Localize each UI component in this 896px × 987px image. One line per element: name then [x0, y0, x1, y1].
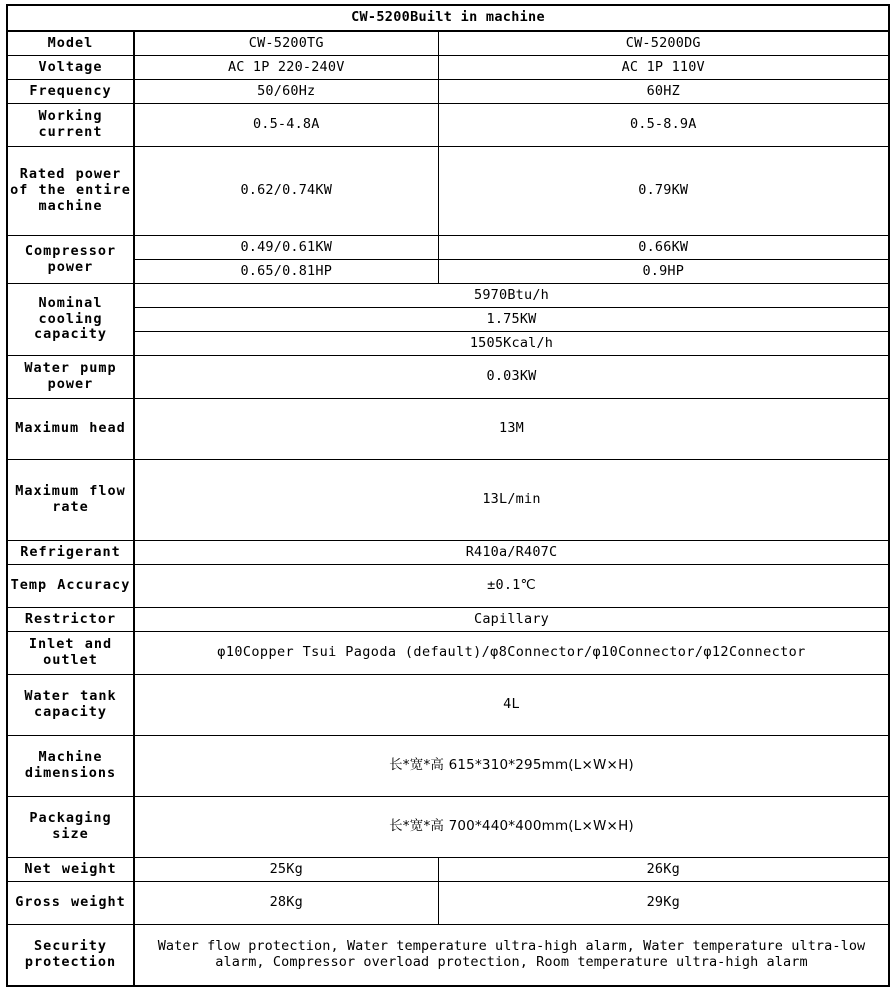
table-row: [7, 308, 889, 332]
row-label-maximum-head: Maximum head: [7, 399, 134, 460]
row-label-voltage: Voltage: [7, 56, 134, 80]
row-value-gross-weight-tg: 28Kg: [134, 882, 438, 925]
table-row: [7, 882, 889, 925]
row-value-maximum-flow-rate: 13L/min: [134, 460, 889, 541]
row-value-voltage-tg: AC 1P 220-240V: [134, 56, 438, 80]
row-value-inlet-and-outlet: φ10Copper Tsui Pagoda (default)/φ8Connector/φ10Connector/φ12Connector: [134, 632, 889, 675]
row-value-restrictor: Capillary: [134, 608, 889, 632]
row-value-model-dg: CW-5200DG: [438, 31, 889, 56]
table-row: [7, 260, 889, 284]
row-label-gross-weight: Gross weight: [7, 882, 134, 925]
table-row: [7, 858, 889, 882]
row-value-water-pump-power: 0.03KW: [134, 356, 889, 399]
row-value-rated-power-tg: 0.62/0.74KW: [134, 147, 438, 236]
row-value-rated-power-dg: 0.79KW: [438, 147, 889, 236]
row-label-refrigerant: Refrigerant: [7, 541, 134, 565]
row-value-maximum-head: 13M: [134, 399, 889, 460]
table-row: [7, 80, 889, 104]
table-row: [7, 925, 889, 987]
specification-table: [6, 4, 890, 987]
row-label-restrictor: Restrictor: [7, 608, 134, 632]
row-label-temp-accuracy: Temp Accuracy: [7, 565, 134, 608]
row-value-compressor-power-kw-dg: 0.66KW: [438, 236, 889, 260]
table-row: [7, 332, 889, 356]
row-value-temp-accuracy: ±0.1℃: [134, 565, 889, 608]
table-row: [7, 31, 889, 56]
row-label-maximum-flow-rate: Maximum flow rate: [7, 460, 134, 541]
table-row: [7, 399, 889, 460]
row-value-compressor-power-kw-tg: 0.49/0.61KW: [134, 236, 438, 260]
row-value-frequency-tg: 50/60Hz: [134, 80, 438, 104]
row-label-security-protection: Security protection: [7, 925, 134, 987]
row-label-nominal-cooling-capacity: Nominal cooling capacity: [7, 284, 134, 356]
row-value-machine-dimensions: 长*宽*高 615*310*295mm(L×W×H): [134, 736, 889, 797]
row-value-cooling-kcal: 1505Kcal/h: [134, 332, 889, 356]
row-value-voltage-dg: AC 1P 110V: [438, 56, 889, 80]
row-value-refrigerant: R410a/R407C: [134, 541, 889, 565]
row-label-net-weight: Net weight: [7, 858, 134, 882]
row-label-water-tank-capacity: Water tank capacity: [7, 675, 134, 736]
row-value-net-weight-dg: 26Kg: [438, 858, 889, 882]
row-value-compressor-power-hp-dg: 0.9HP: [438, 260, 889, 284]
table-row: [7, 356, 889, 399]
row-value-cooling-kw: 1.75KW: [134, 308, 889, 332]
row-label-rated-power: Rated power of the entire machine: [7, 147, 134, 236]
row-value-model-tg: CW-5200TG: [134, 31, 438, 56]
row-label-model: Model: [7, 31, 134, 56]
row-value-water-tank-capacity: 4L: [134, 675, 889, 736]
row-value-frequency-dg: 60HZ: [438, 80, 889, 104]
table-row: [7, 675, 889, 736]
row-value-working-current-tg: 0.5-4.8A: [134, 104, 438, 147]
row-label-compressor-power: Compressor power: [7, 236, 134, 284]
row-value-cooling-btu: 5970Btu/h: [134, 284, 889, 308]
page-title: CW-5200Built in machine: [7, 5, 889, 31]
row-label-packaging-size: Packaging size: [7, 797, 134, 858]
table-row: [7, 632, 889, 675]
table-title-row: [7, 5, 889, 31]
row-value-working-current-dg: 0.5-8.9A: [438, 104, 889, 147]
row-value-gross-weight-dg: 29Kg: [438, 882, 889, 925]
row-label-water-pump-power: Water pump power: [7, 356, 134, 399]
row-value-net-weight-tg: 25Kg: [134, 858, 438, 882]
row-label-frequency: Frequency: [7, 80, 134, 104]
table-row: [7, 147, 889, 236]
table-row: [7, 565, 889, 608]
table-row: [7, 236, 889, 260]
table-row: [7, 460, 889, 541]
table-row: [7, 541, 889, 565]
row-label-machine-dimensions: Machine dimensions: [7, 736, 134, 797]
row-label-inlet-and-outlet: Inlet and outlet: [7, 632, 134, 675]
row-value-security-protection: Water flow protection, Water temperature ultra-high alarm, Water temperature ultra-low alarm, Compressor overload protection, Room temperature ultra-high alarm: [134, 925, 889, 987]
table-row: [7, 736, 889, 797]
row-value-packaging-size: 长*宽*高 700*440*400mm(L×W×H): [134, 797, 889, 858]
table-row: [7, 56, 889, 80]
table-row: [7, 284, 889, 308]
row-value-compressor-power-hp-tg: 0.65/0.81HP: [134, 260, 438, 284]
table-row: [7, 797, 889, 858]
table-row: [7, 104, 889, 147]
row-label-working-current: Working current: [7, 104, 134, 147]
table-row: [7, 608, 889, 632]
